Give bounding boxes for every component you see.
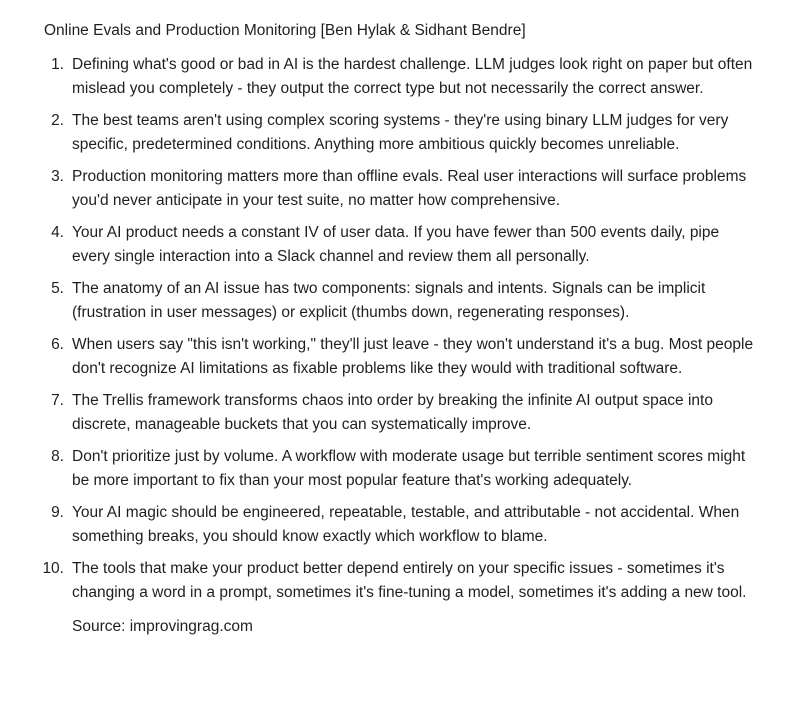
list-item-number: 3. bbox=[51, 168, 64, 185]
list-item-text: The tools that make your product better depend entirely on your specific issues - sometimes it's changing a word in a prompt, sometimes it's fine-tuning a model, sometimes it's adding a new tool. bbox=[72, 560, 747, 601]
list-item bbox=[44, 389, 757, 437]
document-title: Online Evals and Production Monitoring [Ben Hylak & Sidhant Bendre] bbox=[44, 22, 526, 39]
list-item-number: 7. bbox=[51, 392, 64, 409]
numbered-list bbox=[44, 53, 795, 605]
list-item-number: 2. bbox=[51, 112, 64, 129]
list-item bbox=[44, 109, 757, 157]
list-item bbox=[44, 165, 757, 213]
list-item-text: Your AI magic should be engineered, repeatable, testable, and attributable - not accidental. When something breaks, you should know exactly which workflow to blame. bbox=[72, 504, 740, 545]
list-item bbox=[44, 501, 757, 549]
list-item bbox=[44, 277, 757, 325]
list-item-text: The anatomy of an AI issue has two components: signals and intents. Signals can be implicit (frustration in user messages) or explicit (thumbs down, regenerating responses). bbox=[72, 280, 706, 321]
list-item-number: 9. bbox=[51, 504, 64, 521]
list-item-text: Production monitoring matters more than offline evals. Real user interactions will surface problems you'd never anticipate in your test suite, no matter how comprehensive. bbox=[72, 168, 747, 209]
list-item-text: The best teams aren't using complex scoring systems - they're using binary LLM judges for very specific, predetermined conditions. Anything more ambitious quickly becomes unreliable. bbox=[72, 112, 729, 153]
list-item-text: The Trellis framework transforms chaos into order by breaking the infinite AI output space into discrete, manageable buckets that you can systematically improve. bbox=[72, 392, 713, 433]
list-item bbox=[44, 53, 757, 101]
list-item-number: 4. bbox=[51, 224, 64, 241]
list-item-number: 6. bbox=[51, 336, 64, 353]
list-item-number: 5. bbox=[51, 280, 64, 297]
source-line: Source: improvingrag.com bbox=[72, 618, 253, 635]
list-item bbox=[44, 557, 757, 605]
list-item-text: Don't prioritize just by volume. A workflow with moderate usage but terrible sentiment scores might be more important to fix than your most popular feature that's working adequately. bbox=[72, 448, 746, 489]
list-item-text: Defining what's good or bad in AI is the hardest challenge. LLM judges look right on paper but often mislead you completely - they output the correct type but not necessarily the correct answer. bbox=[72, 56, 753, 97]
list-item-number: 10. bbox=[42, 560, 64, 577]
list-item-text: Your AI product needs a constant IV of user data. If you have fewer than 500 events daily, pipe every single interaction into a Slack channel and review them all personally. bbox=[72, 224, 720, 265]
list-item bbox=[44, 221, 757, 269]
list-item-number: 8. bbox=[51, 448, 64, 465]
list-item-number: 1. bbox=[51, 56, 64, 73]
list-item bbox=[44, 445, 757, 493]
list-item-text: When users say "this isn't working," they'll just leave - they won't understand it's a bug. Most people don't recognize AI limitations as fixable problems like they would with traditional software. bbox=[72, 336, 754, 377]
list-item bbox=[44, 333, 757, 381]
